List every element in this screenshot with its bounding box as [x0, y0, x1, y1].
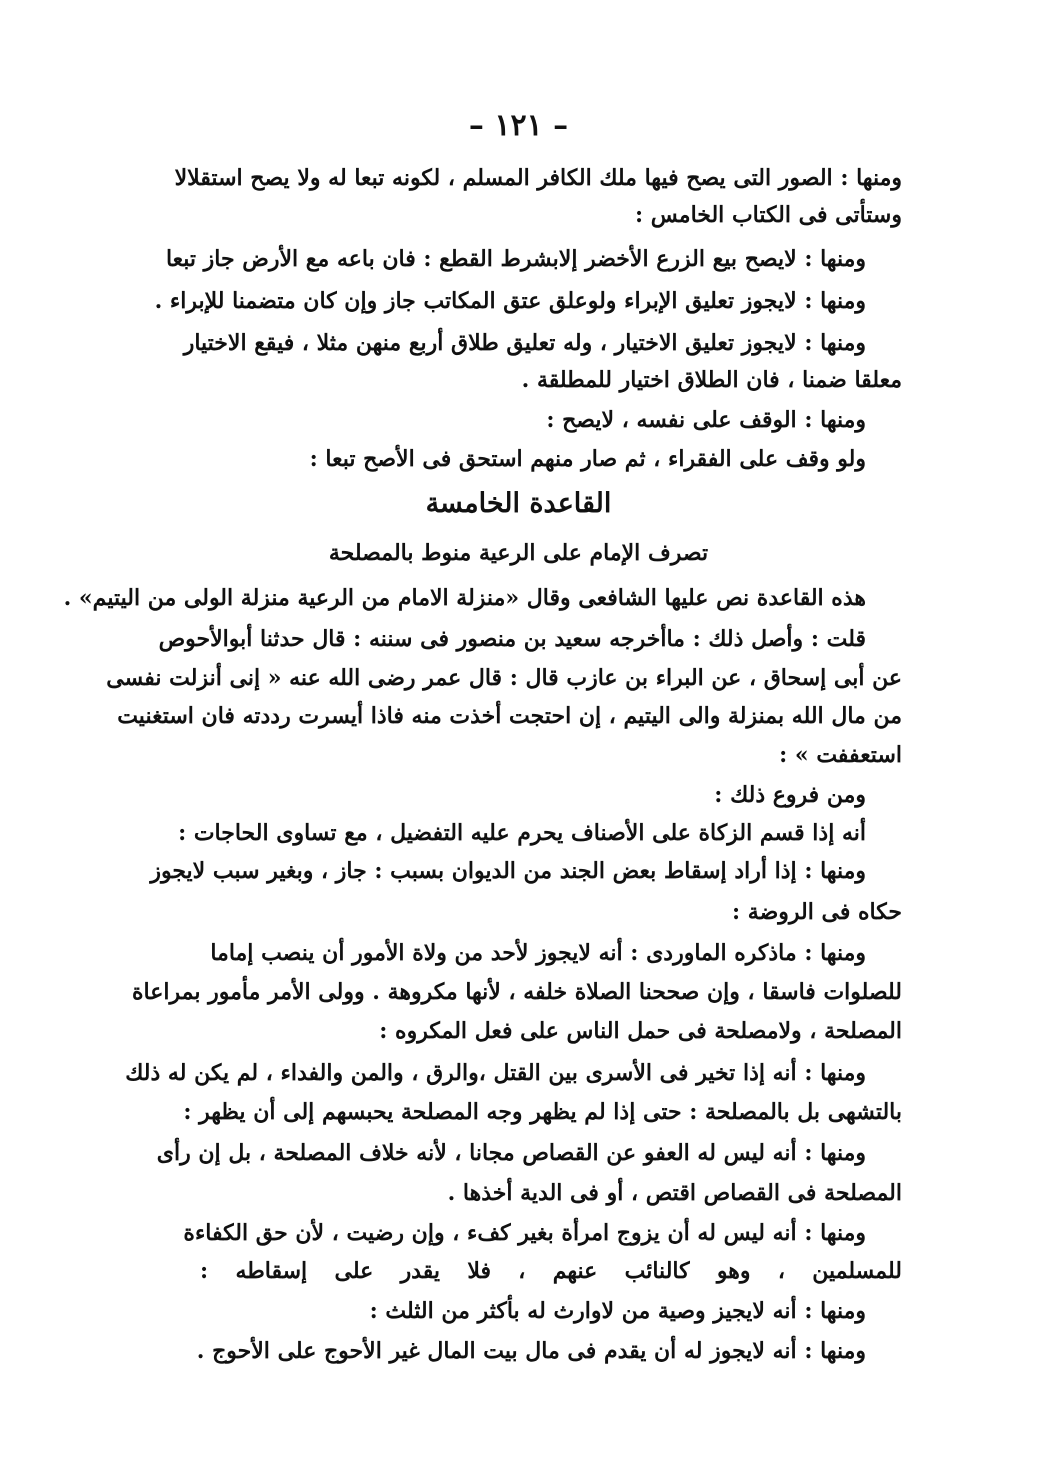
text-line: ومنها : ماذكره الماوردى : أنه لايجوز لأحد من ولاة الأمور أن ينصب إماما — [210, 940, 866, 966]
text-line: حكاه فى الروضة : — [732, 899, 902, 925]
section-title: القاعدة الخامسة — [425, 488, 612, 519]
text-line: عن أبى إسحاق ، عن البراء بن عازب قال : قال عمر رضى الله عنه « إنى أنزلت نفسى — [106, 665, 902, 691]
text-line: ومنها : إذا أراد إسقاط بعض الجند من الديوان بسبب : جاز ، وبغير سبب لايجوز — [150, 858, 866, 884]
text-line: أنه إذا قسم الزكاة على الأصناف يحرم عليه التفضيل ، مع تساوى الحاجات : — [178, 820, 866, 846]
text-line: بالتشهى بل بالمصلحة : حتى إذا لم يظهر وجه المصلحة يحبسهم إلى أن يظهر : — [183, 1099, 902, 1125]
page-number: – ١٢١ – — [468, 108, 569, 143]
text-line: ومنها : أنه ليس له أن يزوج امرأة بغير كفء ، وإن رضيت ، لأن حق الكفاءة — [183, 1220, 866, 1246]
text-line: ومنها : لايجوز تعليق الإبراء ولوعلق عتق المكاتب جاز وإن كان متضمنا للإبراء . — [154, 288, 866, 314]
text-line: ومنها : أنه إذا تخير فى الأسرى بين القتل ،والرق ، والمن والفداء ، لم يكن له ذلك — [125, 1060, 866, 1086]
text-line: ومنها : لايصح بيع الزرع الأخضر إلابشرط القطع : فان باعه مع الأرض جاز تبعا — [165, 246, 866, 272]
text-line: ومنها : الوقف على نفسه ، لايصح : — [546, 407, 866, 433]
text-line: ومن فروع ذلك : — [714, 782, 866, 808]
text-line: المصلحة فى القصاص اقتص ، أو فى الدية أخذها . — [447, 1180, 902, 1206]
text-line: ومنها : أنه ليس له العفو عن القصاص مجانا ، لأنه خلاف المصلحة ، بل إن رأى — [156, 1140, 866, 1166]
text-line: قلت : وأصل ذلك : ماأخرجه سعيد بن منصور فى سننه : قال حدثنا أبوالأحوص — [158, 626, 866, 652]
section-subtitle: تصرف الإمام على الرعية منوط بالمصلحة — [328, 540, 709, 566]
text-line: للصلوات فاسقا ، وإن صححنا الصلاة خلفه ، لأنها مكروهة . وولى الأمر مأمور بمراعاة — [132, 979, 902, 1005]
text-line: ومنها : أنه لايجيز وصية من لاوارث له بأكثر من الثلث : — [369, 1298, 866, 1324]
text-line: من مال الله بمنزلة والى اليتيم ، إن احتجت أخذت منه فاذا أيسرت رددته فان استغنيت — [117, 703, 902, 729]
text-line: ومنها : الصور التى يصح فيها ملك الكافر المسلم ، لكونه تبعا له ولا يصح استقلالا — [174, 165, 902, 191]
text-line: المصلحة ، ولامصلحة فى حمل الناس على فعل المكروه : — [379, 1018, 902, 1044]
text-line: ومنها : لايجوز تعليق الاختيار ، وله تعليق طلاق أربع منهن مثلا ، فيقع الاختيار — [183, 330, 866, 356]
text-line: ومنها : أنه لايجوز له أن يقدم فى مال بيت المال غير الأحوج على الأحوج . — [196, 1338, 866, 1364]
text-line: وستأتى فى الكتاب الخامس : — [634, 202, 902, 228]
text-line: معلقا ضمنا ، فان الطلاق اختيار للمطلقة . — [521, 367, 902, 393]
text-line: استعففت » : — [779, 742, 902, 768]
text-line: للمسلمين ، وهو كالنائب عنهم ، فلا يقدر على إسقاطه : — [200, 1258, 902, 1284]
text-line: هذه القاعدة نص عليها الشافعى وقال «منزلة الامام من الرعية منزلة الولى من اليتيم» . — [63, 585, 866, 611]
text-line: ولو وقف على الفقراء ، ثم صار منهم استحق فى الأصح تبعا : — [309, 446, 866, 472]
